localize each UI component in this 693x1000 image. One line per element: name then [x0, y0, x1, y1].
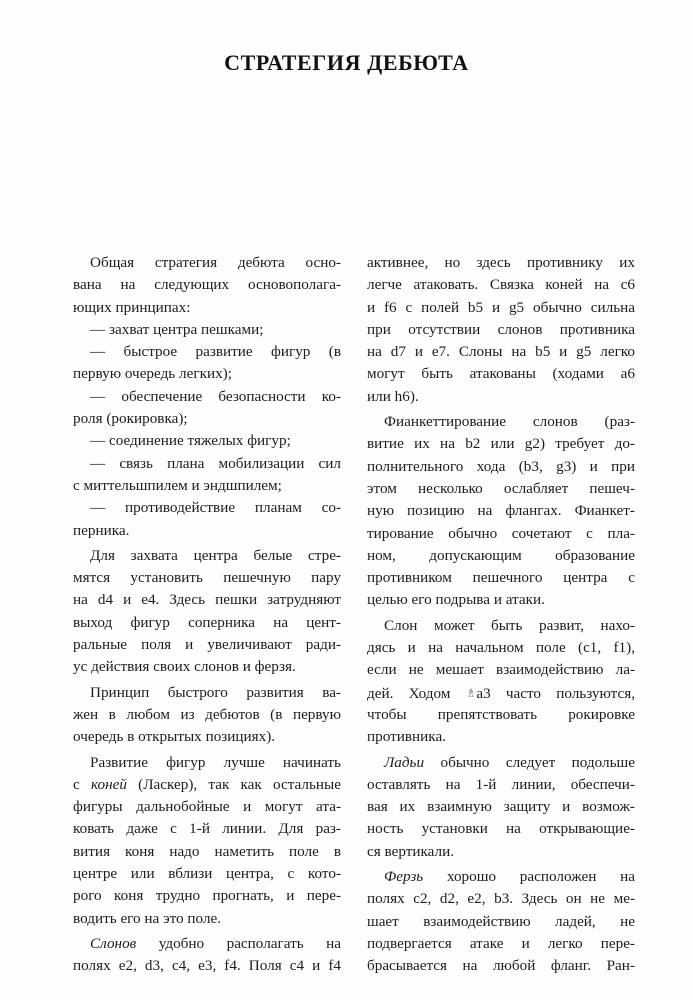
text-line: этом несколько ослабляет пешеч-	[367, 479, 635, 497]
list-item-heavy-pieces	[73, 430, 341, 452]
text-line: шает взаимодействию ладей, не	[367, 912, 635, 930]
text-line: роля (рокировка);	[73, 410, 188, 428]
list-item-king-safety	[73, 386, 341, 431]
paragraph-fianchetto	[367, 411, 635, 612]
text-line: перника.	[73, 521, 130, 539]
text-line	[73, 774, 341, 796]
text-line: противником пешечного центра с	[367, 569, 635, 587]
text-line: рого коня трудно прогнать, и пере-	[73, 887, 341, 905]
text-line: противника.	[367, 728, 446, 746]
text-line: с миттельшпилем и эндшпилем;	[73, 476, 282, 494]
text-line: — противодействие планам со-	[90, 499, 341, 517]
text-line: Развитие фигур лучше начинать	[90, 753, 341, 771]
paragraph-queen	[367, 866, 635, 977]
text-line: если не мешает взаимодействию ла-	[367, 661, 635, 679]
text-line: ковать даже с 1-й линии. Для раз-	[73, 820, 341, 838]
text-line: активнее, но здесь противнику их	[367, 254, 635, 271]
text-line: первую очередь легких);	[73, 365, 232, 383]
paragraph-center-capture	[73, 545, 341, 679]
text-line	[73, 933, 341, 955]
paragraph-bishops-continued	[367, 252, 635, 408]
text-line: на d7 и е7. Слоны на b5 и g5 легко	[367, 343, 635, 361]
text-line: или h6).	[367, 387, 419, 405]
emphasis-bishops: Слонов	[90, 934, 137, 952]
text-line: Общая стратегия дебюта осно-	[90, 254, 341, 271]
text-line: водить его на это поле.	[73, 909, 222, 927]
text-line: центре или вблизи центра, с кото-	[73, 865, 341, 883]
text-line: при отсутствии слонов противника	[367, 320, 635, 338]
text-line: легче атаковать. Связка коней на с6	[367, 276, 635, 294]
paragraph-knights	[73, 752, 341, 930]
text-line: Принцип быстрого развития ва-	[90, 683, 341, 701]
text-run: хорошо расположен на	[423, 868, 635, 886]
text-line: на d4 и е4. Здесь пешки затрудняют	[73, 591, 341, 609]
text-line	[367, 752, 635, 774]
text-line: целью его подрыва и атаки.	[367, 591, 545, 609]
text-line: мятся установить пешечную пару	[73, 569, 341, 587]
emphasis-rooks: Ладьи	[384, 753, 425, 771]
paragraph-bishops	[73, 933, 341, 978]
text-run: (Ласкер), так как остальные	[126, 775, 341, 793]
text-line: очередь в открытых позициях).	[73, 728, 276, 746]
list-item-counteraction	[73, 497, 341, 542]
text-line: — обеспечение безопасности ко-	[90, 387, 341, 405]
text-line: — быстрое развитие фигур (в	[90, 343, 341, 361]
list-item-center	[73, 319, 341, 341]
text-line: ющих принципах:	[73, 298, 191, 316]
text-line	[367, 866, 635, 888]
text-line: — соединение тяжелых фигур;	[90, 432, 291, 450]
text-line: ся вертикали.	[367, 842, 455, 860]
list-item-development	[73, 341, 341, 386]
bishop-icon: ♗	[465, 685, 477, 700]
text-run: дей. Ходом	[367, 684, 466, 702]
emphasis-knights: коней	[90, 775, 127, 793]
text-line: дясь и на начальном поле (с1, f1),	[367, 639, 635, 657]
text-line: выход фигур соперника на цент-	[73, 613, 341, 631]
text-line: тирование обычно сочетают с пла-	[367, 524, 635, 542]
text-line: жен в любом из дебютов (в первую	[73, 705, 341, 723]
text-line: вития коня надо наметить поле в	[73, 842, 341, 860]
emphasis-queen: Ферзь	[384, 868, 424, 886]
text-column-right	[367, 252, 635, 978]
paragraph-bishop-home-square	[367, 615, 635, 749]
text-column-left	[73, 252, 341, 978]
text-line: фигуры дальнобойные и могут ата-	[73, 798, 341, 816]
text-line: и f6 с полей b5 и g5 обычно сильна	[367, 298, 635, 316]
text-line: — захват центра пешками;	[90, 320, 264, 338]
text-line: — связь плана мобилизации сил	[90, 454, 341, 472]
text-line: ном, допускающим образование	[367, 546, 635, 564]
text-line: полях с2, d2, е2, b3. Здесь он не ме-	[367, 890, 635, 908]
text-run: а3 часто пользуются,	[476, 684, 635, 702]
text-line: подвергается атаке и легко пере-	[367, 934, 635, 952]
paragraph-fast-development	[73, 682, 341, 749]
text-line: вана на следующих основополага-	[73, 276, 341, 294]
text-line: вая их взаимную защиту и возмож-	[367, 798, 635, 816]
text-line: полях е2, d3, с4, е3, f4. Поля с4 и f4	[73, 957, 341, 975]
text-run: удобно располагать на	[136, 934, 341, 952]
text-line: витие их на b2 или g2) требует до-	[367, 435, 635, 453]
text-line: Для захвата центра белые стре-	[90, 546, 341, 564]
text-line: ную позицию на флангах. Фианкет-	[367, 502, 635, 520]
text-line: оставлять на 1-й линии, обеспечи-	[367, 775, 635, 793]
page-title: СТРАТЕГИЯ ДЕБЮТА	[224, 50, 469, 75]
text-line: могут быть атакованы (ходами а6	[367, 365, 635, 383]
text-line: Фианкеттирование слонов (раз-	[384, 413, 635, 431]
text-line: ус действия своих слонов и ферзя.	[73, 658, 296, 676]
text-line: брасывается на любой фланг. Ран-	[367, 957, 635, 975]
text-line: полнительного хода (b3, g3) и при	[367, 457, 635, 475]
text-line: ральные поля и увеличивают ради-	[73, 636, 341, 654]
list-item-plan-link	[73, 453, 341, 498]
text-run: с	[73, 775, 91, 793]
text-line: чтобы препятствовать рокировке	[367, 705, 635, 723]
text-line	[367, 682, 635, 704]
paragraph-intro	[73, 252, 341, 319]
text-run: обычно следует подольше	[424, 753, 635, 771]
paragraph-rooks	[367, 752, 635, 863]
text-line: ность установки на открывающие-	[367, 820, 635, 838]
text-line: Слон может быть развит, нахо-	[384, 616, 635, 634]
